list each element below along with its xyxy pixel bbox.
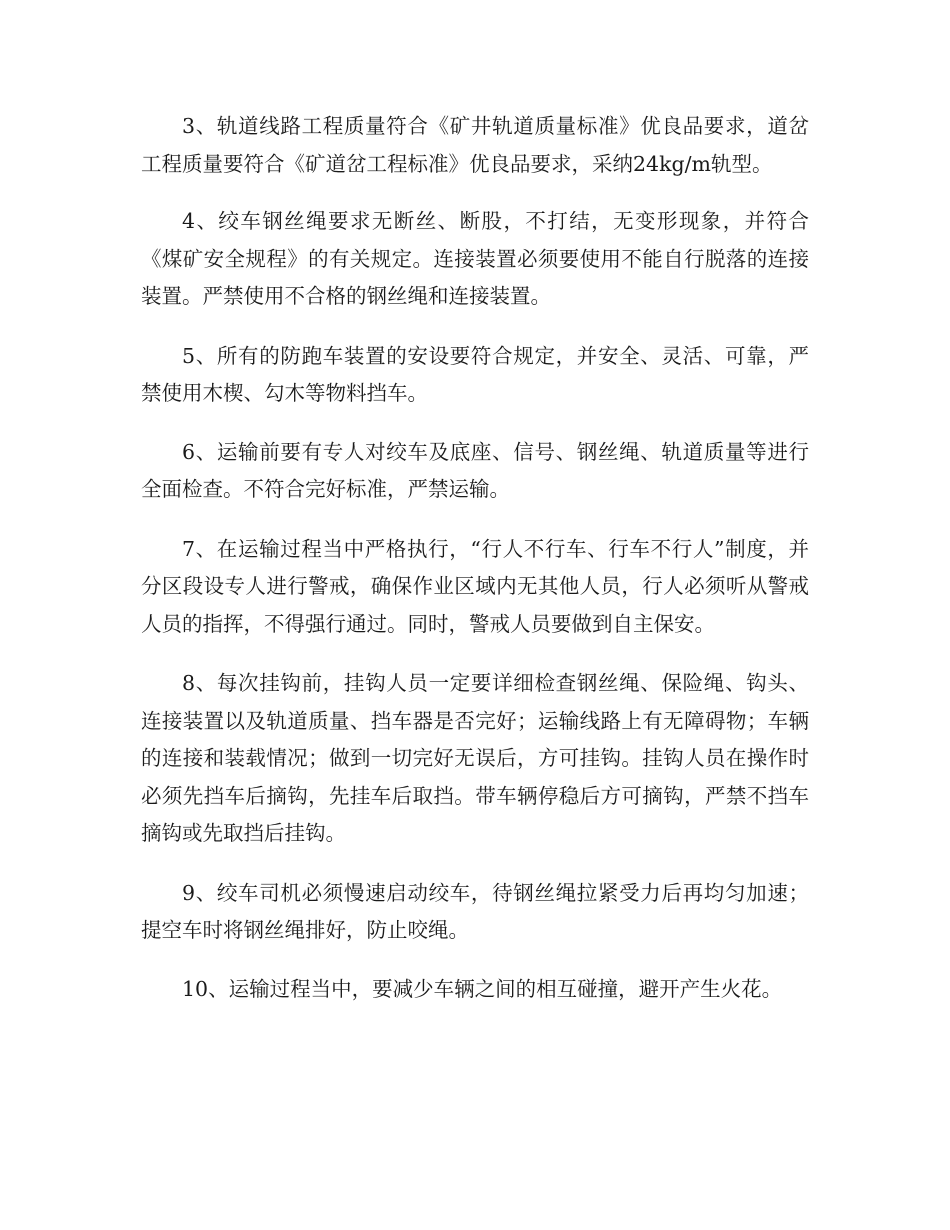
- paragraph-6: 6、运输前要有专人对绞车及底座、信号、钢丝绳、轨道质量等进行全面检查。不符合完好标准，严禁运输。: [141, 439, 809, 501]
- document-body: [141, 108, 809, 1028]
- paragraph-4: 4、绞车钢丝绳要求无断丝、断股，不打结，无变形现象，并符合《煤矿安全规程》的有关规定。连接装置必须要使用不能自行脱落的连接装置。严禁使用不合格的钢丝绳和连接装置。: [141, 209, 809, 308]
- paragraph-7: 7、在运输过程当中严格执行，“行人不行车、行车不行人”制度，并分区段设专人进行警戒，确保作业区域内无其他人员，行人必须听从警戒人员的指挥，不得强行通过。同时，警戒人员要做到自主保安。: [141, 536, 809, 636]
- paragraph-5: 5、所有的防跑车装置的安设要符合规定，并安全、灵活、可靠，严禁使用木楔、勾木等物料挡车。: [141, 343, 809, 405]
- paragraph-10: 10、运输过程当中，要减少车辆之间的相互碰撞，避开产生火花。: [182, 976, 783, 1001]
- paragraph-8: 8、每次挂钩前，挂钩人员一定要详细检查钢丝绳、保险绳、钩头、连接装置以及轨道质量、挡车器是否完好；运输线路上有无障碍物；车辆的连接和装载情况；做到一切完好无误后，方可挂钩。挂钩人员在操作时必须先挡车后摘钩，先挂车后取挡。带车辆停稳后方可摘钩，严禁不挡车摘钩或先取挡后挂钩。: [141, 671, 809, 845]
- paragraph-9: 9、绞车司机必须慢速启动绞车，待钢丝绳拉紧受力后再均匀加速；提空车时将钢丝绳排好，防止咬绳。: [141, 880, 809, 942]
- paragraph-3: 3、轨道线路工程质量符合《矿井轨道质量标准》优良品要求，道岔工程质量要符合《矿道岔工程标准》优良品要求，采纳24kg/m轨型。: [141, 114, 809, 176]
